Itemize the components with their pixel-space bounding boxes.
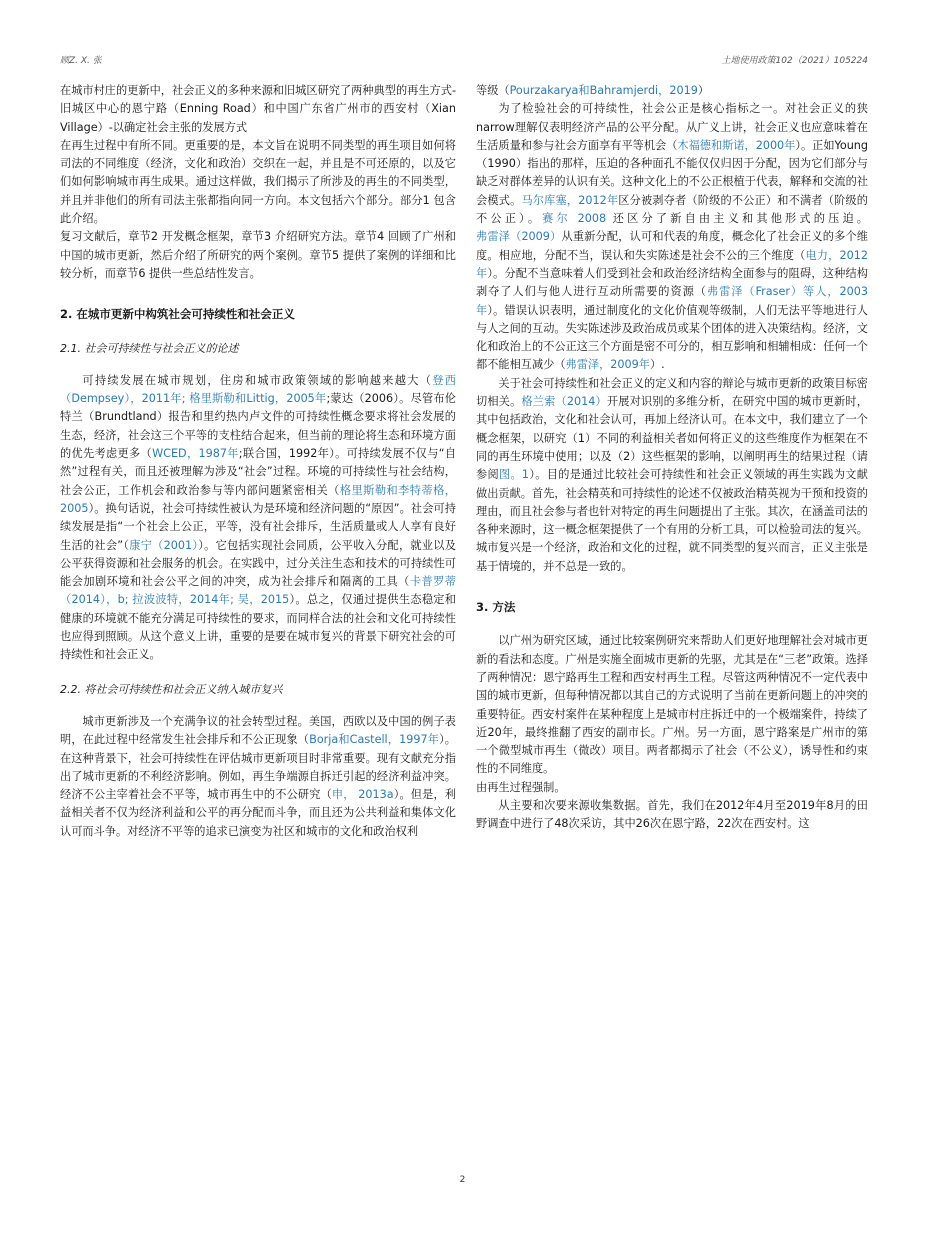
paragraph: 在再生过程中有所不同。更重要的是，本文旨在说明不同类型的再生项目如何将司法的不同维度（经济，文化和政治）交织在一起，并且是不可还原的，以及它们如何影响城市再生成果。通过这样做，我们揭示了所涉及的再生的不同类型，并且并非他们的所有司法主张都指向同一方向。本文包括六个部分。部分1 包含此介绍。	[60, 138, 456, 226]
citation-link[interactable]: 电力，2012年	[476, 248, 868, 280]
citation-link[interactable]: 卡普罗蒂（2014），b; 拉波波特，2014年; 吴，2015	[60, 575, 456, 607]
paragraph: 关于社会可持续性和社会正义的定义和内容的辩论与城市更新的政策目标密切相关。格兰索（2014）开展对识别的多维分析，在研究中国的城市更新时，其中包括政治，文化和社会认可，再加上经济认可。在本文中，我们建立了一个概念框架，以研究（1）不同的利益相关者如何将正义的这些维度作为框架在不同的再生环境中使用；以及（2）这些框架的影响，以阐明再生的结果过程（请参阅图。1）。目的是通过比较社会可持续性和社会正义领域的再生实践为文献做出贡献。首先，社会精英和可持续性的论述不仅被政治精英视为干预和投资的理由，而且社会参与者也针对特定的再生问题提出了主张。其次，在涵盖司法的各种来源时，这一概念框架提供了一个有用的分析工具，可以检验司法的复兴。城市复兴是一个经济，政治和文化的过程，就不同类型的复兴而言，正义主张是基于情境的，并不总是一致的。	[476, 376, 868, 573]
citation-link[interactable]: WCED，1987年	[152, 447, 239, 461]
subsection-heading-2-2: 2.2. 将社会可持续性和社会正义纳入城市复兴	[60, 682, 283, 696]
paragraph: 复习文献后，章节2 开发概念框架，章节3 介绍研究方法。章节4 回顾了广州和中国的城市更新，然后介绍了所研究的两个案例。章节5 提供了案例的详细和比较分析，而章节6 提供一些总结性发言。	[60, 230, 456, 280]
citation-link[interactable]: 木福德和斯诺，2000年	[677, 138, 796, 152]
page-number: 2	[459, 1175, 466, 1185]
citation-link[interactable]: 登西（Dempsey），2011年; 格里斯勒和Littig，2005年	[60, 373, 456, 406]
citation-link[interactable]: 康宁（2001）	[129, 538, 199, 552]
paragraph: 等级（Pourzakarya和Bahramjerdi，2019）	[476, 84, 710, 97]
citation-link[interactable]: 弗雷泽（Fraser）等人，2003年	[476, 285, 868, 317]
paragraph: 城市更新涉及一个充满争议的社会转型过程。美国，西欧以及中国的例子表明，在此过程中经常发生社会排斥和不公正现象（Borja和Castell，1997年）。在这种背景下，社会可持续性在评估城市更新项目时非常重要。现有文献充分指出了城市更新的不利经济影响。例如，再生争端源自拆迁引起的经济利益冲突。经济不公主宰着社会不平等，城市再生中的不公研究（申， 2013a）。但是，利益相关者不仅为经济利益和公平的再分配而斗争，而且还为公共利益和集体文化认可而斗争。对经济不平等的追求已演变为社区和城市的文化和政治权利	[60, 714, 456, 838]
paragraph: 由再生过程强制。	[476, 780, 566, 794]
paragraph: 从主要和次要来源收集数据。首先，我们在2012年4月至2019年8月的田野调查中进行了48次采访，其中26次在恩宁路，22次在西安村。这	[476, 798, 868, 831]
paragraph: 以广州为研究区域，通过比较案例研究来帮助人们更好地理解社会对城市更新的看法和态度。广州是实施全面城市更新的先驱，尤其是在“三老”政策。选择了两种情况：恩宁路再生工程和西安村再生工程。尽管这两种情况不一定代表中国的城市更新，但每种情况都以其自己的方式说明了当前在更新问题上的冲突的重要特征。西安村案件在某种程度上是城市村庄拆迁中的一个极端案件，持续了近20年，最终推翻了西安的副市长。广州。另一方面，恩宁路案是广州市的第一个微型城市再生（微改）项目。两者都揭示了社会（不公义），诱导性和约束性的不同维度。	[476, 634, 868, 776]
citation-link[interactable]: 赛尔 2008	[542, 212, 607, 226]
section-heading-3: 3. 方法	[476, 600, 516, 615]
paragraph: 可持续发展在城市规划，住房和城市政策领域的影响越来越大（登西（Dempsey），2011年; 格里斯勒和Littig，2005年;蒙达（2006）。尽管布伦特兰（Brundtland）报告和里约热内卢文件的可持续性概念要求将社会发展的生态，经济，社会这三个平等的支柱结合起来，但当前的理论将生态和环境方面的优先考虑更多（WCED，1987年;联合国，1992年）。可持续发展不仅与“自然”过程有关，而且还被理解为涉及“社会”过程。环境的可持续性与社会结构，社会公正，工作机会和政治参与等内部问题紧密相关（格里斯勒和李特蒂格，2005）。换句话说，社会可持续性被认为是环境和经济问题的“原因”。社会可持续发展是指“一个社会上公正，平等，没有社会排斥，生活质量或人人享有良好生活的社会”（康宁（2001））。它包括实现社会同质，公平收入分配，就业以及公平获得资源和社会服务的机会。在实践中，过分关注生态和技术的可持续性可能会加剧环境和社会公平之间的冲突，成为社会排斥和隔离的工具（卡普罗蒂（2014），b; 拉波波特，2014年; 吴，2015）。总之，仅通过提供生态稳定和健康的环境就不能充分满足可持续性的要求，而同样合法的社会和文化可持续性也应得到照顾。从这个意义上讲，重要的是要在城市复兴的背景下研究社会的可持续性和社会正义。	[60, 373, 457, 662]
section-heading-2: 2. 在城市更新中构筑社会可持续性和社会正义	[60, 307, 295, 322]
right-column	[476, 82, 868, 834]
running-header-journal: 土地使用政策102（2021）105224	[721, 56, 868, 66]
citation-link[interactable]: 弗雷泽（2009）	[476, 230, 562, 244]
citation-link[interactable]: Pourzakarya和Bahramjerdi，2019	[509, 84, 698, 97]
paragraph: 在城市村庄的更新中，社会正义的多种来源和旧城区研究了两种典型的再生方式-旧城区中心的恩宁路（Enning Road）和中国广东省广州市的西安村（Xian Village）-以确定社会主张的发展方式	[60, 84, 456, 134]
figure-link[interactable]: 图。1	[498, 468, 530, 482]
citation-link[interactable]: 格里斯勒和李特蒂格，2005	[60, 483, 456, 515]
citation-link[interactable]: 弗雷泽，2009年	[565, 358, 650, 372]
citation-link[interactable]: Borja和Castell，1997年	[309, 733, 440, 747]
paragraph: 为了检验社会的可持续性，社会公正是核心指标之一。对社会正义的狭narrow理解仅表明经济产品的公平分配。从广义上讲，社会正义也应意味着在生活质量和参与社会方面享有平等机会（木福德和斯诺，2000年）。正如Young（1990）指出的那样，压迫的各种面孔不能仅仅归因于分配，因为它们部分与缺乏对群体差异的认识有关。这种文化上的不公正根植于代表，解释和交流的社会模式。马尔库塞，2012年区分被剥夺者（阶级的不公正）和不满者（阶级的不公正）。赛尔 2008 还区分了新自由主义和其他形式的压迫。弗雷泽（2009）从重新分配，认可和代表的角度，概念化了社会正义的多个维度。相应地，分配不当，误认和失实陈述是社会不公的三个维度（电力，2012年）。分配不当意味着人们受到社会和政治经济结构全面参与的阻碍，这种结构剥夺了人们与他人进行互动所需要的资源（弗雷泽（Fraser）等人，2003年）。错误认识表明，通过制度化的文化价值观等级制，人们无法平等地进行人与人之间的互动。失实陈述涉及政治成员或某个团体的进入决策结构。经济，文化和政治上的不公正这三个方面是密不可分的，相互影响和相辅相成：任何一个都不能相互减少（弗雷泽，2009年）.	[476, 102, 868, 372]
citation-link[interactable]: 马尔库塞，2012年	[521, 193, 619, 207]
citation-link[interactable]: 申， 2013a	[331, 788, 394, 802]
running-header-authors: 顾Z. X. 张	[60, 56, 102, 66]
left-column	[60, 82, 456, 841]
subsection-heading-2-1: 2.1. 社会可持续性与社会正义的论述	[60, 341, 239, 355]
citation-link[interactable]: 格兰索（2014）	[521, 395, 607, 409]
